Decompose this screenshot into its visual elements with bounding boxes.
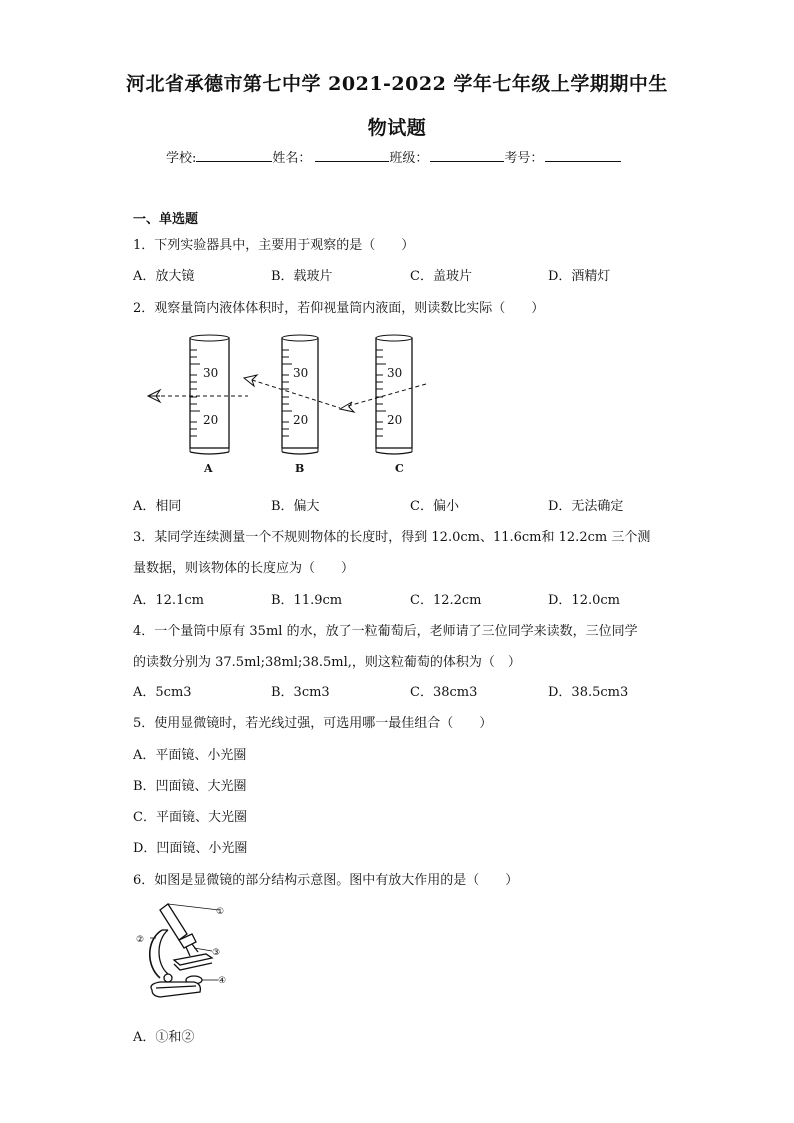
- tick-20-b: 20: [293, 413, 309, 427]
- q1-option-a[interactable]: A．放大镜: [133, 269, 195, 284]
- question-4-stem-line1: 4．一个量筒中原有 35ml 的水，放了一粒葡萄后，老师请了三位同学来读数，三位同学: [133, 624, 638, 639]
- q5-option-d[interactable]: D．凹面镜、小光圈: [133, 841, 248, 856]
- school-field[interactable]: [196, 149, 272, 162]
- section-heading: 一、单选题: [133, 212, 199, 227]
- name-label: 姓名：: [272, 151, 312, 166]
- question-3-stem-line2: 量数据，则该物体的长度应为（ ）: [133, 561, 355, 576]
- question-5-stem: 5．使用显微镜时，若光线过强，可选用哪一最佳组合（ ）: [133, 716, 493, 731]
- label-a: A: [204, 462, 213, 475]
- q2-option-d[interactable]: D．无法确定: [548, 499, 624, 514]
- number-label: 考号：: [504, 151, 544, 166]
- label-1: ①: [216, 907, 225, 917]
- q4-option-a[interactable]: A．5cm3: [133, 685, 192, 700]
- q5-option-a[interactable]: A．平面镜、小光圈: [133, 748, 247, 763]
- q1-option-c[interactable]: C．盖玻片: [410, 269, 472, 284]
- label-3: ③: [212, 948, 221, 958]
- tick-30-b: 30: [293, 366, 309, 380]
- q3-option-a[interactable]: A．12.1cm: [133, 593, 204, 608]
- tick-30-a: 30: [203, 366, 219, 380]
- question-2-stem: 2．观察量筒内液体体积时，若仰视量筒内液面，则读数比实际（ ）: [133, 301, 545, 316]
- q2-option-c[interactable]: C．偏小: [410, 499, 459, 514]
- number-field[interactable]: [545, 149, 621, 162]
- q3-option-c[interactable]: C．12.2cm: [410, 593, 482, 608]
- name-field[interactable]: [315, 149, 389, 162]
- tick-30-c: 30: [387, 366, 403, 380]
- label-2: ②: [136, 935, 145, 945]
- q4-option-b[interactable]: B．3cm3: [271, 685, 330, 700]
- q4-option-c[interactable]: C．38cm3: [410, 685, 478, 700]
- class-field[interactable]: [430, 149, 504, 162]
- label-4: ④: [218, 976, 227, 986]
- q3-option-b[interactable]: B．11.9cm: [271, 593, 343, 608]
- q2-option-a[interactable]: A．相同: [133, 499, 182, 514]
- page-title-line1: 河北省承德市第七中学 2021-2022 学年七年级上学期期中生: [126, 73, 668, 95]
- question-4-stem-line2: 的读数分别为 37.5ml;38ml;38.5ml,，则这粒葡萄的体积为（ ）: [133, 655, 521, 670]
- microscope-diagram: [132, 900, 232, 1006]
- class-label: 班级：: [389, 151, 429, 166]
- q2-option-b[interactable]: B．偏大: [271, 499, 320, 514]
- question-1-stem: 1．下列实验器具中，主要用于观察的是（ ）: [133, 238, 415, 253]
- question-6-stem: 6．如图是显微镜的部分结构示意图。图中有放大作用的是（ ）: [133, 873, 519, 888]
- question-3-stem-line1: 3．某同学连续测量一个不规则物体的长度时，得到 12.0cm、11.6cm和 12.2cm 三个测: [133, 530, 651, 545]
- school-label: 学校:: [166, 151, 197, 166]
- q4-option-d[interactable]: D．38.5cm3: [548, 685, 629, 700]
- q5-option-b[interactable]: B．凹面镜、大光圈: [133, 779, 247, 794]
- page-title-line2: 物试题: [367, 117, 427, 139]
- cylinder-b: [244, 335, 340, 475]
- cylinder-a: [148, 335, 248, 475]
- label-c: C: [395, 462, 404, 475]
- q6-option-a[interactable]: A．①和②: [133, 1030, 195, 1045]
- cylinder-c: [340, 335, 426, 475]
- q5-option-c[interactable]: C．平面镜、大光圈: [133, 810, 247, 825]
- q1-option-d[interactable]: D．酒精灯: [548, 269, 611, 284]
- student-info-row: [166, 147, 621, 166]
- q3-option-d[interactable]: D．12.0cm: [548, 593, 620, 608]
- label-b: B: [295, 462, 305, 475]
- tick-20-c: 20: [387, 413, 403, 427]
- graduated-cylinder-diagram: [140, 330, 440, 478]
- tick-20-a: 20: [203, 413, 219, 427]
- q1-option-b[interactable]: B．载玻片: [271, 269, 333, 284]
